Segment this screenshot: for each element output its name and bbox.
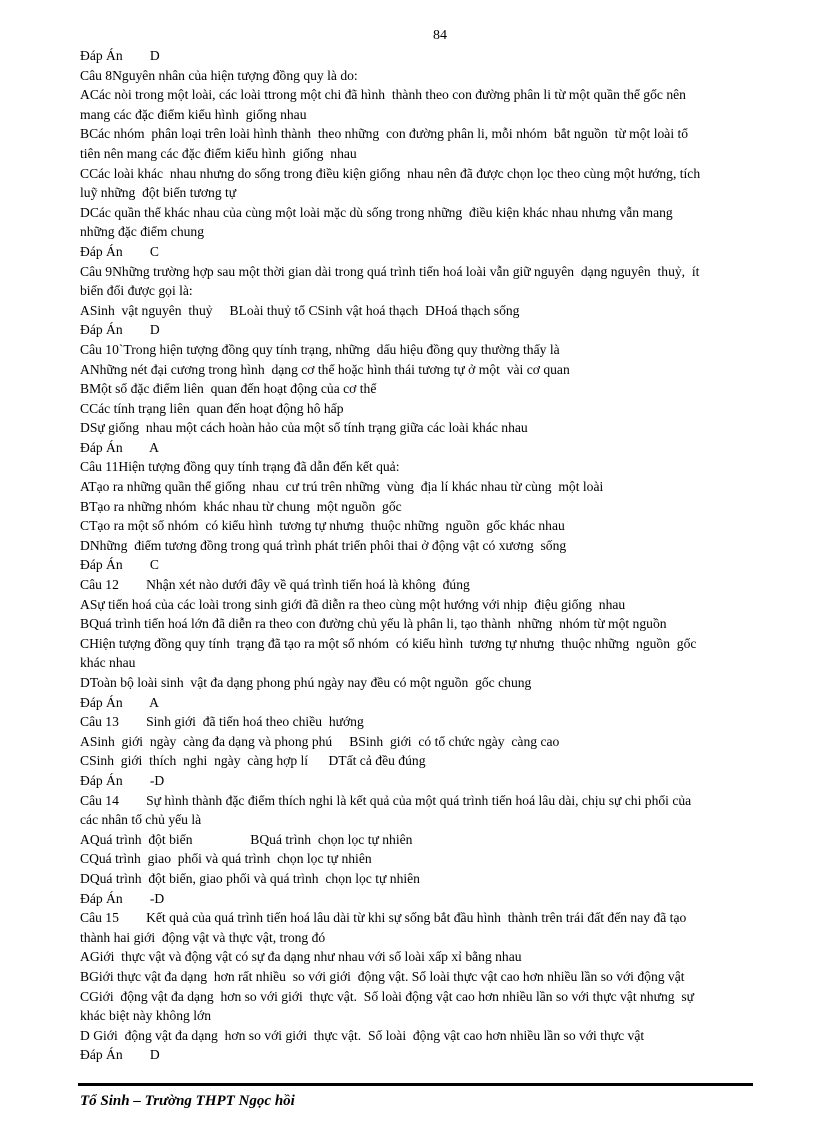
- text-line: DQuá trình đột biến, giao phối và quá trình chọn lọc tự nhiên: [80, 870, 420, 886]
- text-line: BTạo ra những nhóm khác nhau từ chung một nguồn gốc: [80, 498, 402, 514]
- text-line: CHiện tượng đồng quy tính trạng đã tạo ra một số nhóm có kiểu hình tương tự nhưng thuộc những nguồn gốc: [80, 635, 697, 651]
- text-line: Đáp Án A: [80, 439, 159, 455]
- text-line: DSự giống nhau một cách hoàn hảo của một số tính trạng giữa các loài khác nhau: [80, 420, 528, 436]
- text-line: thành hai giới động vật và thực vật, trong đó: [80, 929, 326, 945]
- text-line: những đặc điểm chung: [80, 224, 205, 240]
- text-line: ACác nòi trong một loài, các loài ttrong một chi đã hình thành theo con đường phân li từ một quần thể gốc nên: [80, 87, 686, 103]
- text-line: Câu 8Nguyên nhân của hiện tượng đồng quy là do:: [80, 67, 358, 83]
- footer-text: Tổ Sinh – Trường THPT Ngọc hồi: [80, 1093, 295, 1109]
- text-line: luỹ những đột biến tương tự: [80, 185, 237, 201]
- text-line: Đáp Án D: [80, 1047, 160, 1063]
- text-line: Đáp Án A: [80, 694, 159, 710]
- text-line: AQuá trình đột biến BQuá trình chọn lọc tự nhiên: [80, 831, 413, 847]
- text-line: ASinh vật nguyên thuỷ BLoài thuỷ tổ CSinh vật hoá thạch DHoá thạch sống: [80, 302, 520, 318]
- text-line: CGiới động vật đa dạng hơn so với giới thực vật. Số loài động vật cao hơn nhiều lần so với thực vật nhưng sự: [80, 988, 695, 1004]
- text-line: các nhân tố chủ yếu là: [80, 812, 202, 828]
- text-line: mang các đặc điểm kiểu hình giống nhau: [80, 106, 307, 122]
- text-line: BQuá trình tiến hoá lớn đã diễn ra theo con đường chủ yếu là phân li, tạo thành những nhóm từ một nguồn: [80, 616, 667, 632]
- text-line: Đáp Án C: [80, 557, 159, 573]
- text-line: Câu 14 Sự hình thành đặc điểm thích nghi là kết quả của một quá trình tiến hoá lâu dài, chịu sự chi phối của: [80, 792, 692, 808]
- text-line: Câu 15 Kết quả của quá trình tiến hoá lâu dài từ khi sự sống bắt đầu hình thành trên trái đất đến nay đã tạo: [80, 910, 687, 926]
- text-line: AGiới thực vật và động vật có sự đa dạng như nhau với số loài xấp xỉ bằng nhau: [80, 949, 522, 965]
- text-line: biến đổi được gọi là:: [80, 283, 193, 299]
- text-line: BCác nhóm phân loại trên loài hình thành theo những con đường phân li, mỗi nhóm bắt nguồn từ một loài tổ: [80, 126, 689, 142]
- text-line: Câu 13 Sinh giới đã tiến hoá theo chiều hướng: [80, 714, 364, 730]
- text-line: CTạo ra một số nhóm có kiểu hình tương tự nhưng thuộc những nguồn gốc khác nhau: [80, 518, 565, 534]
- text-line: BMột số đặc điểm liên quan đến hoạt động của cơ thể: [80, 381, 377, 397]
- text-line: CSinh giới thích nghi ngày càng hợp lí DTất cả đều đúng: [80, 753, 426, 769]
- text-line: CCác loài khác nhau nhưng do sống trong điều kiện giống nhau nên đã được chọn lọc theo cùng một hướng, tích: [80, 165, 701, 181]
- text-line: Đáp Án C: [80, 243, 159, 259]
- text-line: Câu 12 Nhận xét nào dưới đây về quá trình tiến hoá là không đúng: [80, 577, 470, 593]
- text-line: Câu 10`Trong hiện tượng đồng quy tính trạng, những dấu hiệu đồng quy thường thấy là: [80, 341, 560, 357]
- text-line: khác nhau: [80, 655, 136, 671]
- document-body: [80, 46, 805, 1065]
- text-line: Câu 11Hiện tượng đồng quy tính trạng đã dẫn đến kết quả:: [80, 459, 400, 475]
- text-line: ASự tiến hoá của các loài trong sinh giới đã diễn ra theo cùng một hướng với nhịp điệu giống nhau: [80, 596, 626, 612]
- text-line: DToàn bộ loài sinh vật đa dạng phong phú ngày nay đều có một nguồn gốc chung: [80, 675, 532, 690]
- text-line: CQuá trình giao phối và quá trình chọn lọc tự nhiên: [80, 851, 372, 867]
- text-line: Đáp Án -D: [80, 772, 165, 788]
- text-line: khác biệt này không lớn: [80, 1008, 212, 1024]
- footer-divider: [78, 1083, 753, 1086]
- text-line: Câu 9Những trường hợp sau một thời gian dài trong quá trình tiến hoá loài vẫn giữ nguyên dạng nguyên thuỷ, ít: [80, 263, 700, 279]
- text-line: DCác quần thể khác nhau của cùng một loài mặc dù sống trong những điều kiện khác nhau nhưng vẫn mang: [80, 204, 673, 220]
- text-line: ANhững nét đại cương trong hình dạng cơ thể hoặc hình thái tương tự ở một vài cơ quan: [80, 361, 570, 377]
- text-line: ATạo ra những quần thể giống nhau cư trú trên những vùng địa lí khác nhau từ cùng một loài: [80, 479, 604, 495]
- text-line: tiên nên mang các đặc điểm kiểu hình giống nhau: [80, 145, 357, 161]
- text-line: Đáp Án D: [80, 48, 160, 63]
- text-line: D Giới động vật đa dạng hơn so với giới thực vật. Số loài động vật cao hơn nhiều lần so với thực vật: [80, 1027, 645, 1043]
- text-line: DNhững điểm tương đồng trong quá trình phát triển phôi thai ở động vật có xương sống: [80, 537, 567, 553]
- text-line: Đáp Án D: [80, 322, 160, 338]
- text-line: Đáp Án -D: [80, 890, 165, 906]
- text-line: CCác tính trạng liên quan đến hoạt động hô hấp: [80, 400, 344, 416]
- text-line: BGiới thực vật đa dạng hơn rất nhiều so với giới động vật. Số loài thực vật cao hơn nhiều lần so với động vật: [80, 968, 685, 984]
- page-number: 84: [433, 28, 447, 43]
- text-line: ASinh giới ngày càng đa dạng và phong phú BSinh giới có tổ chức ngày càng cao: [80, 733, 560, 749]
